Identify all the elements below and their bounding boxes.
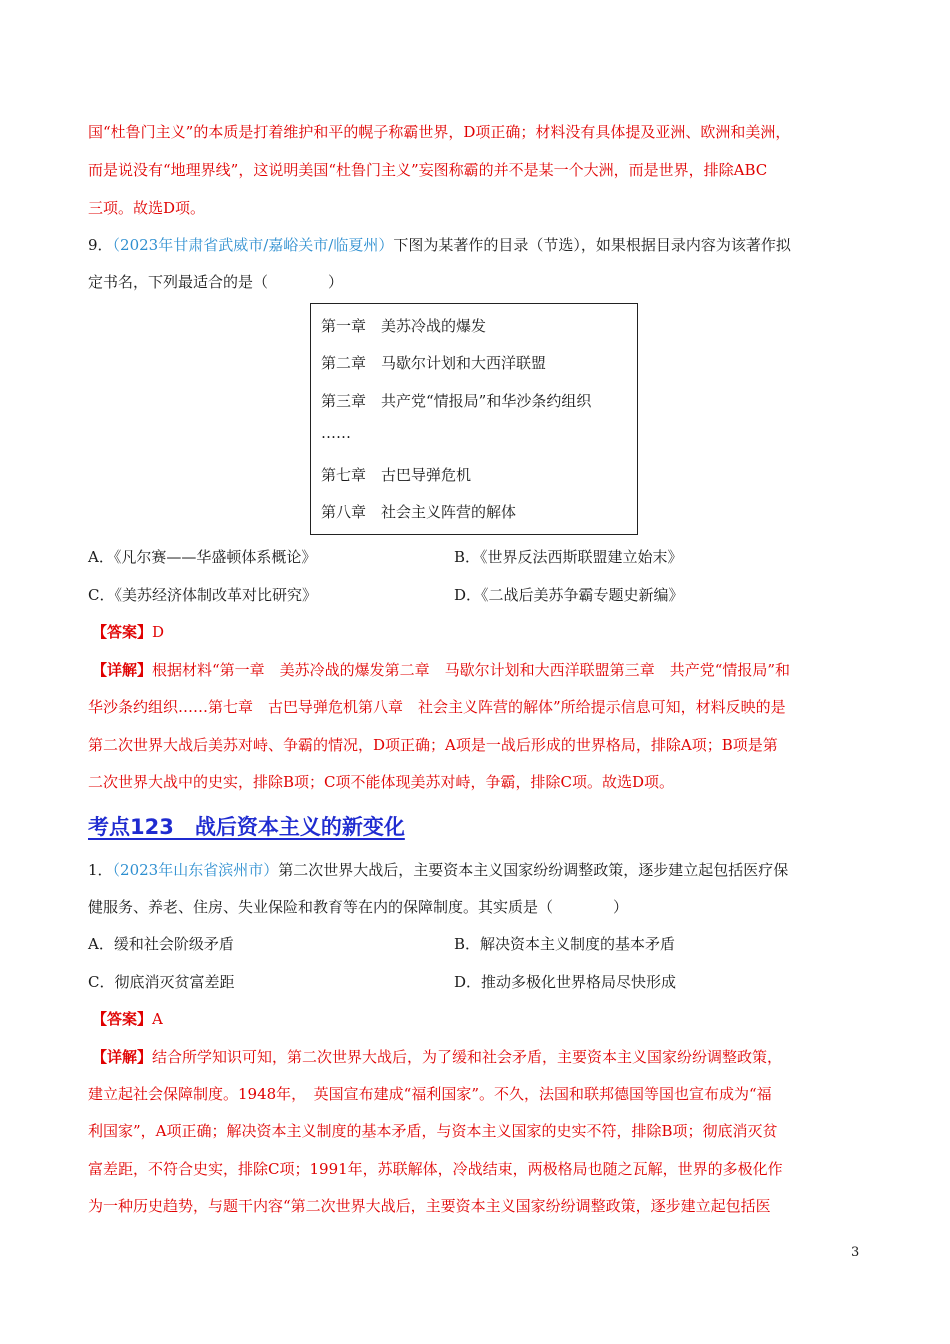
q9-explain-line-4: 二次世界大战中的史实，排除B项；C项不能体现美苏对峙，争霸，排除C项。故选D项。 — [88, 773, 675, 791]
q9-explain-line-2: 华沙条约组织……第七章 古巴导弹危机第八章 社会主义阵营的解体”所给提示信息可知，材料反映的是 — [88, 698, 786, 716]
q1-explain-line-3: 利国家”，A项正确；解决资本主义制度的基本矛盾，与资本主义国家的史实不符，排除B项；彻底消灭贫 — [88, 1122, 778, 1140]
toc-item: 第七章 古巴导弹危机 — [321, 466, 472, 484]
q1-explain-line-1 — [92, 1045, 782, 1069]
toc-item: 第三章 共产党“情报局”和华沙条约组织 — [321, 392, 592, 410]
toc-item: 第一章 美苏冷战的爆发 — [321, 317, 487, 335]
q1-answer-label: 【答案】 — [92, 1010, 153, 1028]
q1-number: 1． — [88, 861, 113, 879]
q1-option-b: B．解决资本主义制度的基本矛盾 — [454, 935, 676, 953]
page-number: 3 — [851, 1245, 860, 1260]
q1-answer — [92, 1007, 163, 1031]
section-title: 考点123 战后资本主义的新变化 — [88, 815, 405, 839]
q1-explain-line-4: 富差距，不符合史实，排除C项；1991年，苏联解体，冷战结束，两极格局也随之瓦解，世界的多极化作 — [88, 1160, 783, 1178]
toc-box — [310, 303, 638, 535]
q1-stem-1: 第二次世界大战后，主要资本主义国家纷纷调整政策，逐步建立起包括医疗保 — [278, 861, 789, 879]
q9-explain-line-1 — [92, 658, 790, 682]
q1-source: （2023年山东省滨州市） — [112, 861, 279, 879]
q9-stem-line-2: 定书名，下列最适合的是（ ） — [88, 273, 344, 291]
toc-item: …… — [321, 424, 351, 442]
prev-explain-line-1: 国“杜鲁门主义”的本质是打着维护和平的幌子称霸世界，D项正确；材料没有具体提及亚洲、欧洲和美洲， — [88, 123, 791, 141]
q9-option-b: B．《世界反法西斯联盟建立始末》 — [454, 548, 683, 566]
q1-stem-line-2: 健服务、养老、住房、失业保险和教育等在内的保障制度。其实质是（ ） — [88, 898, 629, 916]
q1-option-d: D．推动多极化世界格局尽快形成 — [454, 973, 677, 991]
q9-option-c: C．《美苏经济体制改革对比研究》 — [88, 586, 317, 604]
q9-option-a: A．《凡尔赛——华盛顿体系概论》 — [88, 548, 317, 566]
toc-item: 第二章 马歇尔计划和大西洋联盟 — [321, 354, 547, 372]
q1-explain-label: 【详解】 — [92, 1048, 153, 1066]
q9-number: 9． — [88, 236, 113, 254]
q9-stem-1: 下图为某著作的目录（节选），如果根据目录内容为该著作拟 — [393, 236, 791, 254]
q9-stem-line-1 — [88, 233, 791, 257]
q1-explain-line-2: 建立起社会保障制度。1948年， 英国宣布建成“福利国家”。不久，法国和联邦德国等国也宣布成为“福 — [88, 1085, 772, 1103]
q9-explain-label: 【详解】 — [92, 661, 153, 679]
q1-option-a: A．缓和社会阶级矛盾 — [88, 935, 234, 953]
q9-answer-label: 【答案】 — [92, 623, 153, 641]
toc-item: 第八章 社会主义阵营的解体 — [321, 503, 517, 521]
prev-explain-line-2: 而是说没有“地理界线”，这说明美国“杜鲁门主义”妄图称霸的并不是某一个大洲，而是世界，排除ABC — [88, 161, 768, 179]
q1-answer-value: A — [152, 1010, 163, 1028]
q9-answer — [92, 620, 164, 644]
q1-explain-line-5: 为一种历史趋势，与题干内容“第二次世界大战后，主要资本主义国家纷纷调整政策，逐步建立起包括医 — [88, 1197, 771, 1215]
q9-source: （2023年甘肃省武威市/嘉峪关市/临夏州） — [112, 236, 394, 254]
q1-stem-line-1 — [88, 858, 788, 882]
q9-answer-value: D — [152, 623, 165, 641]
q9-option-d: D．《二战后美苏争霸专题史新编》 — [454, 586, 684, 604]
q9-explain-line-3: 第二次世界大战后美苏对峙、争霸的情况，D项正确；A项是一战后形成的世界格局，排除A项；B项是第 — [88, 736, 778, 754]
q1-explain-text-1: 结合所学知识可知，第二次世界大战后，为了缓和社会矛盾，主要资本主义国家纷纷调整政策， — [152, 1048, 783, 1066]
q1-option-c: C．彻底消灭贫富差距 — [88, 973, 235, 991]
q9-explain-text-1: 根据材料“第一章 美苏冷战的爆发第二章 马歇尔计划和大西洋联盟第三章 共产党“情报局”和 — [152, 661, 791, 679]
prev-explain-line-3: 三项。故选D项。 — [88, 199, 206, 217]
